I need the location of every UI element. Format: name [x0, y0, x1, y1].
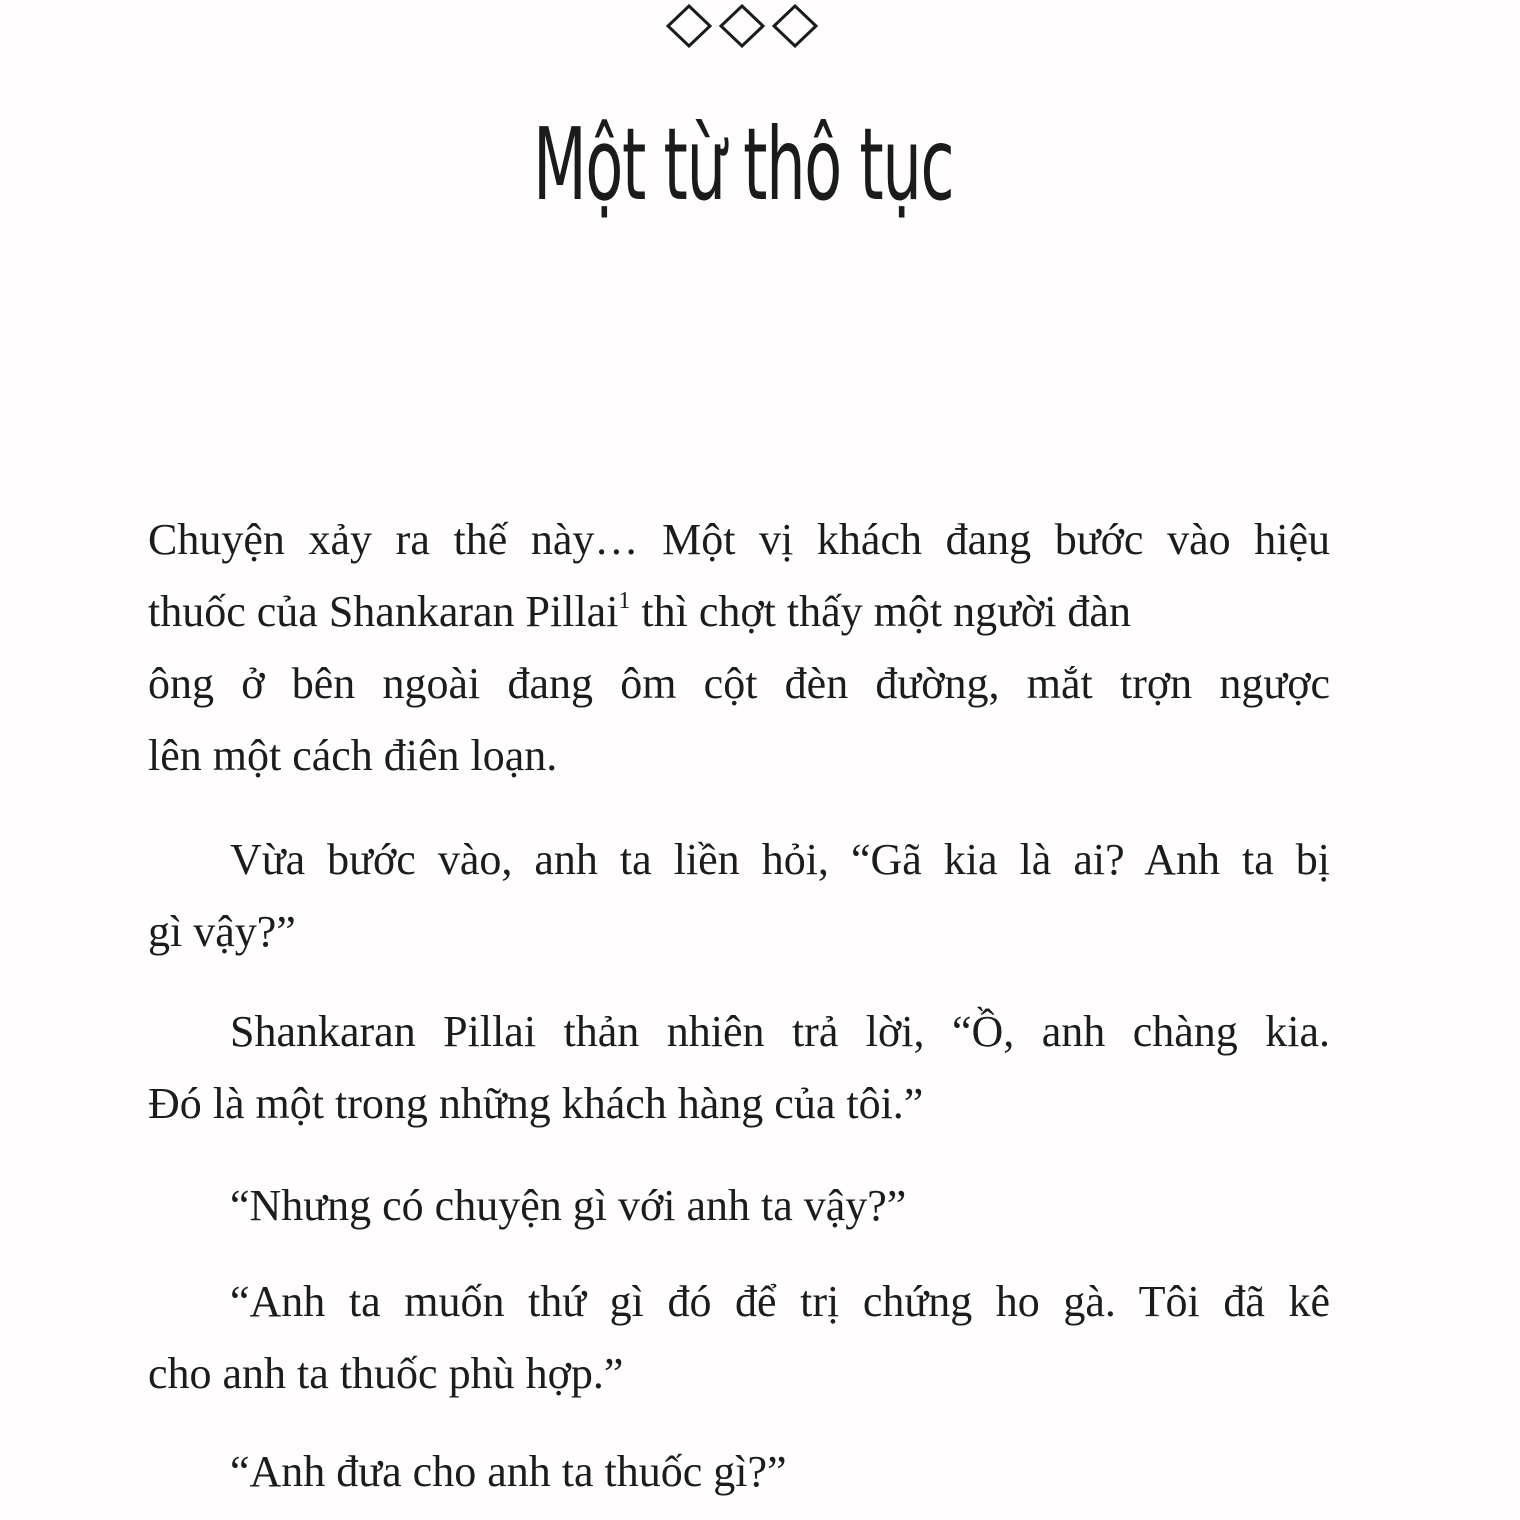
paragraph-line: Chuyện xảy ra thế này… Một vị khách đang bước vào hiệu: [148, 515, 1330, 564]
paragraph-line: cho anh ta thuốc phù hợp.”: [148, 1349, 624, 1398]
paragraph-line: gì vậy?”: [148, 907, 296, 956]
paragraph-line-text: thì chợt thấy một người đàn: [630, 587, 1131, 636]
paragraph-3: [148, 996, 1330, 1140]
paragraph-4: [148, 1170, 1330, 1242]
paragraph-line: ông ở bên ngoài đang ôm cột đèn đường, mắt trợn ngược: [148, 659, 1330, 708]
paragraph-line: “Nhưng có chuyện gì với anh ta vậy?”: [230, 1181, 907, 1230]
paragraph-line-text: thuốc của Shankaran Pillai: [148, 587, 619, 636]
paragraph-2: [148, 824, 1330, 968]
paragraph-line: [148, 576, 1330, 648]
paragraph-line: Shankaran Pillai thản nhiên trả lời, “Ồ, anh chàng kia.: [230, 1007, 1330, 1056]
paragraph-1: [148, 504, 1330, 792]
paragraph-5: [148, 1266, 1330, 1410]
paragraph-line: Vừa bước vào, anh ta liền hỏi, “Gã kia là ai? Anh ta bị: [230, 835, 1330, 884]
paragraph-6: [148, 1436, 1330, 1508]
paragraph-line: lên một cách điên loạn.: [148, 731, 558, 780]
paragraph-line: “Anh ta muốn thứ gì đó để trị chứng ho gà. Tôi đã kê: [230, 1277, 1330, 1326]
paragraph-line: Đó là một trong những khách hàng của tôi.”: [148, 1079, 924, 1128]
chapter-title: Một từ thô tục: [533, 106, 954, 223]
three-diamonds-icon: [662, 4, 822, 48]
footnote-ref[interactable]: 1: [618, 588, 631, 614]
paragraph-line: “Anh đưa cho anh ta thuốc gì?”: [230, 1447, 787, 1496]
